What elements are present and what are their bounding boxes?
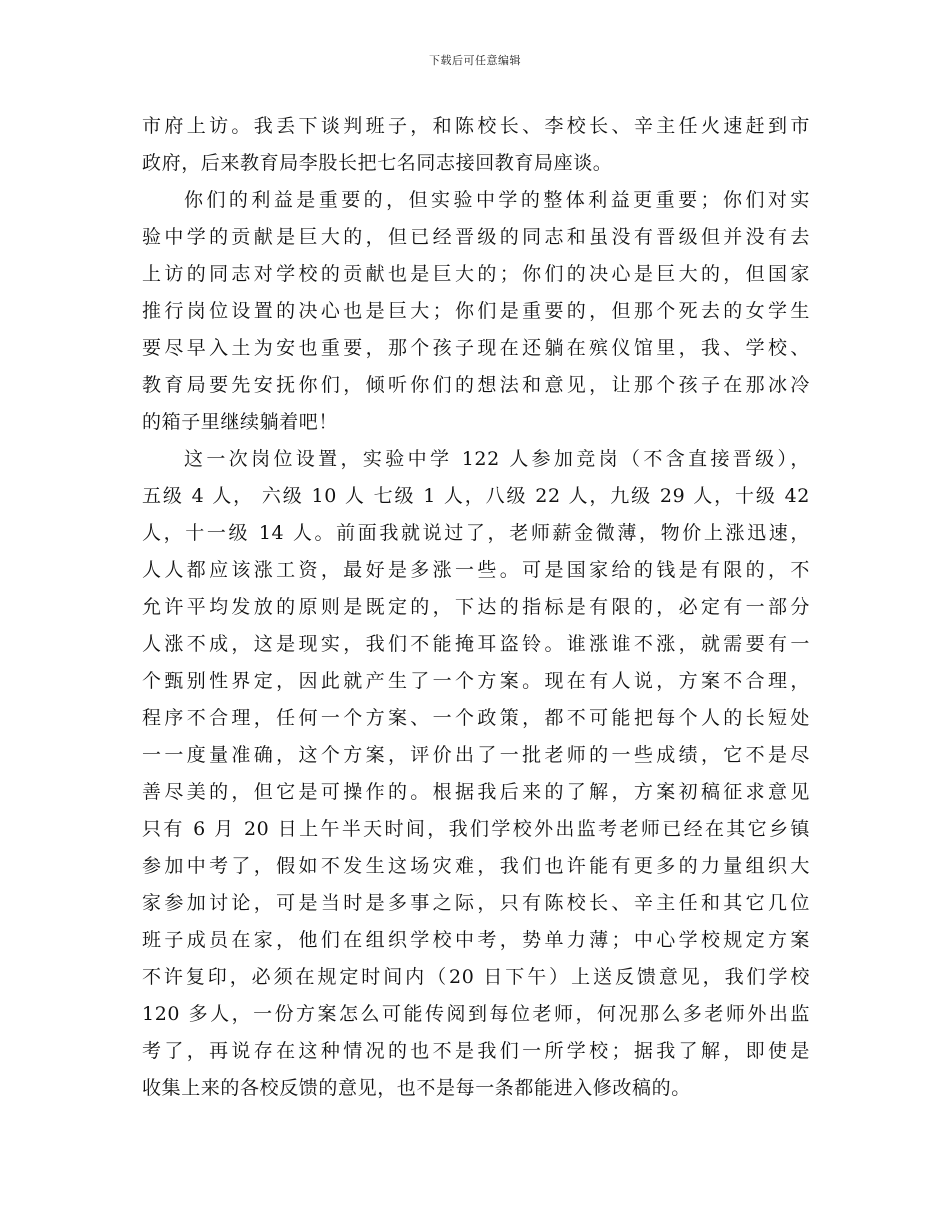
text-line: 允许平均发放的原则是既定的，下达的指标是有限的，必定有一部分 (142, 596, 810, 618)
page-header: 下载后可任意编辑 (429, 54, 521, 67)
paragraph-1 (142, 108, 810, 182)
text-line: 人人都应该涨工资，最好是多涨一些。可是国家给的钱是有限的，不 (142, 559, 810, 581)
text-line: 的箱子里继续躺着吧！ (142, 411, 339, 433)
text-line: 班子成员在家，他们在组织学校中考，势单力薄；中心学校规定方案 (142, 929, 810, 951)
text-line: 人涨不成，这是现实，我们不能掩耳盗铃。谁涨谁不涨，就需要有一 (142, 633, 810, 655)
text-line: 家参加讨论，可是当时是多事之际，只有陈校长、辛主任和其它几位 (142, 892, 810, 914)
text-line: 政府，后来教育局李股长把七名同志接回教育局座谈。 (142, 152, 613, 174)
text-line: 善尽美的，但它是可操作的。根据我后来的了解，方案初稿征求意见 (142, 781, 810, 803)
text-line: 只有 6 月 20 日上午半天时间，我们学校外出监考老师已经在其它乡镇 (142, 818, 810, 840)
text-line: 推行岗位设置的决心也是巨大；你们是重要的，但那个死去的女学生 (142, 300, 810, 322)
text-line: 收集上来的各校反馈的意见，也不是每一条都能进入修改稿的。 (142, 1077, 691, 1099)
text-line: 你们的利益是重要的，但实验中学的整体利益更重要；你们对实 (184, 189, 810, 211)
text-line: 不许复印，必须在规定时间内（20 日下午）上送反馈意见，我们学校 (142, 966, 810, 988)
text-line: 五级 4 人， 六级 10 人 七级 1 人，八级 22 人，九级 29 人，十级 42 (142, 485, 810, 507)
text-line: 上访的同志对学校的贡献也是巨大的；你们的决心是巨大的，但国家 (142, 263, 810, 285)
body-text (142, 108, 810, 1107)
text-line: 一一度量准确，这个方案，评价出了一批老师的一些成绩，它不是尽 (142, 744, 810, 766)
text-line: 个甄别性界定，因此就产生了一个方案。现在有人说，方案不合理， (142, 670, 810, 692)
text-line: 程序不合理，任何一个方案、一个政策，都不可能把每个人的长短处 (142, 707, 810, 729)
paragraph-3 (142, 441, 810, 1107)
text-line: 验中学的贡献是巨大的，但已经晋级的同志和虽没有晋级但并没有去 (142, 226, 810, 248)
text-line: 参加中考了，假如不发生这场灾难，我们也许能有更多的力量组织大 (142, 855, 810, 877)
text-line: 要尽早入土为安也重要，那个孩子现在还躺在殡仪馆里，我、学校、 (142, 337, 810, 359)
text-line: 这一次岗位设置，实验中学 122 人参加竞岗（不含直接晋级）， (184, 448, 810, 470)
text-line: 120 多人，一份方案怎么可能传阅到每位老师，何况那么多老师外出监 (142, 1003, 810, 1025)
text-line: 人，十一级 14 人。前面我就说过了，老师薪金微薄，物价上涨迅速， (142, 522, 810, 544)
text-line: 教育局要先安抚你们，倾听你们的想法和意见，让那个孩子在那冰冷 (142, 374, 810, 396)
paragraph-2 (142, 182, 810, 441)
text-line: 市府上访。我丢下谈判班子，和陈校长、李校长、辛主任火速赶到市 (142, 115, 810, 137)
text-line: 考了，再说存在这种情况的也不是我们一所学校；据我了解，即使是 (142, 1040, 810, 1062)
